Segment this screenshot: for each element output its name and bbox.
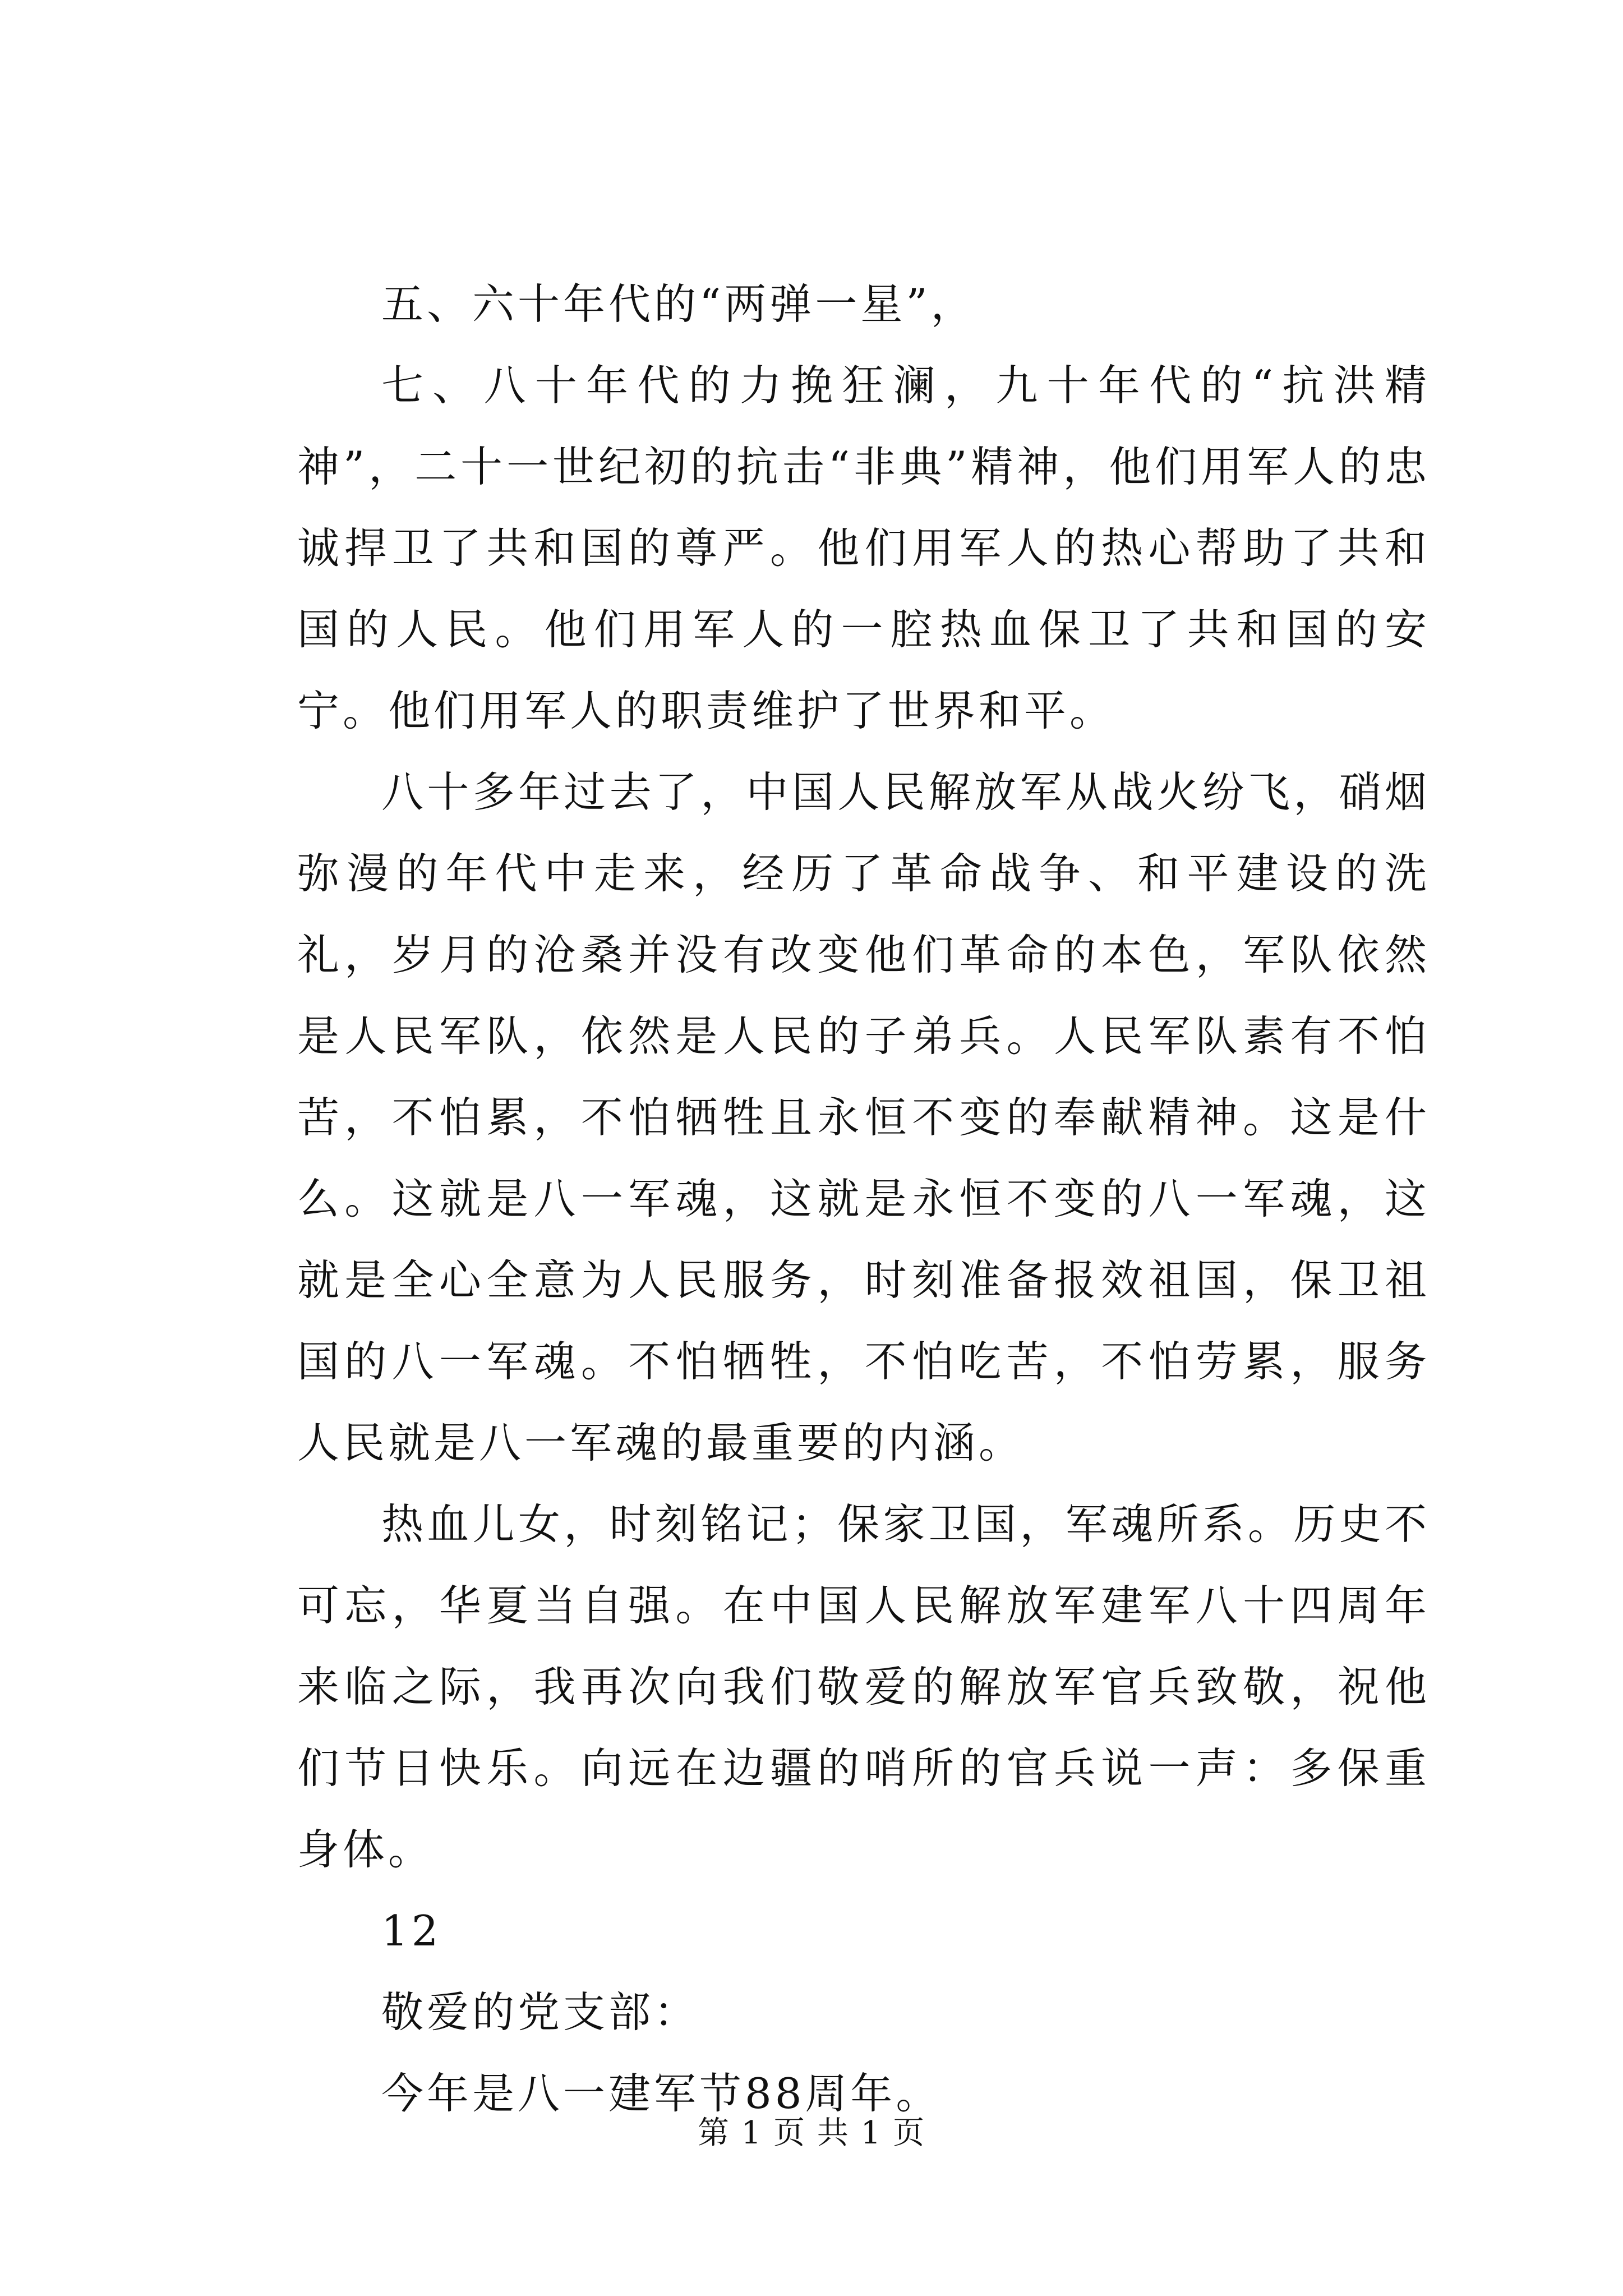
- paragraph-two-bombs-one-satellite: 五、六十年代的“两弹一星”，: [381, 279, 976, 329]
- paragraph-salutation: 敬爱的党支部：: [381, 1987, 700, 2037]
- paragraph-patriotic-tribute: 热血儿女，时刻铭记；保家卫国，军魂所系。历史不可忘，华夏当自强。在中国人民解放军建军八十四周年来临之际，我再次向我们敬爱的解放军官兵致敬，祝他们节日快乐。向远在边疆的哨所的官兵说一声：多保重身体。: [297, 1499, 1430, 1874]
- paragraph-eighty-years: 八十多年过去了，中国人民解放军从战火纷飞，硝烟弥漫的年代中走来，经历了革命战争、和平建设的洗礼，岁月的沧桑并没有改变他们革命的本色，军队依然是人民军队，依然是人民的子弟兵。人民军队素有不怕苦，不怕累，不怕牺牲且永恒不变的奉献精神。这是什么。这就是八一军魂，这就是永恒不变的八一军魂，这就是全心全意为人民服务，时刻准备报效祖国，保卫祖国的八一军魂。不怕牺牲，不怕吃苦，不怕劳累，服务人民就是八一军魂的最重要的内涵。: [297, 767, 1430, 1467]
- paragraph-number: 12: [381, 1906, 442, 1955]
- document-body: [297, 264, 1430, 2134]
- paragraph-anniversary: 今年是八一建军节88周年。: [381, 2069, 942, 2118]
- paragraph-military-deeds: 七、八十年代的力挽狂澜，九十年代的“抗洪精神”，二十一世纪初的抗击“非典”精神，他们用军人的忠诚捍卫了共和国的尊严。他们用军人的热心帮助了共和国的人民。他们用军人的一腔热血保卫了共和国的安宁。他们用军人的职责维护了世界和平。: [297, 361, 1430, 735]
- page-number-footer: 第 1 页 共 1 页: [697, 2115, 926, 2151]
